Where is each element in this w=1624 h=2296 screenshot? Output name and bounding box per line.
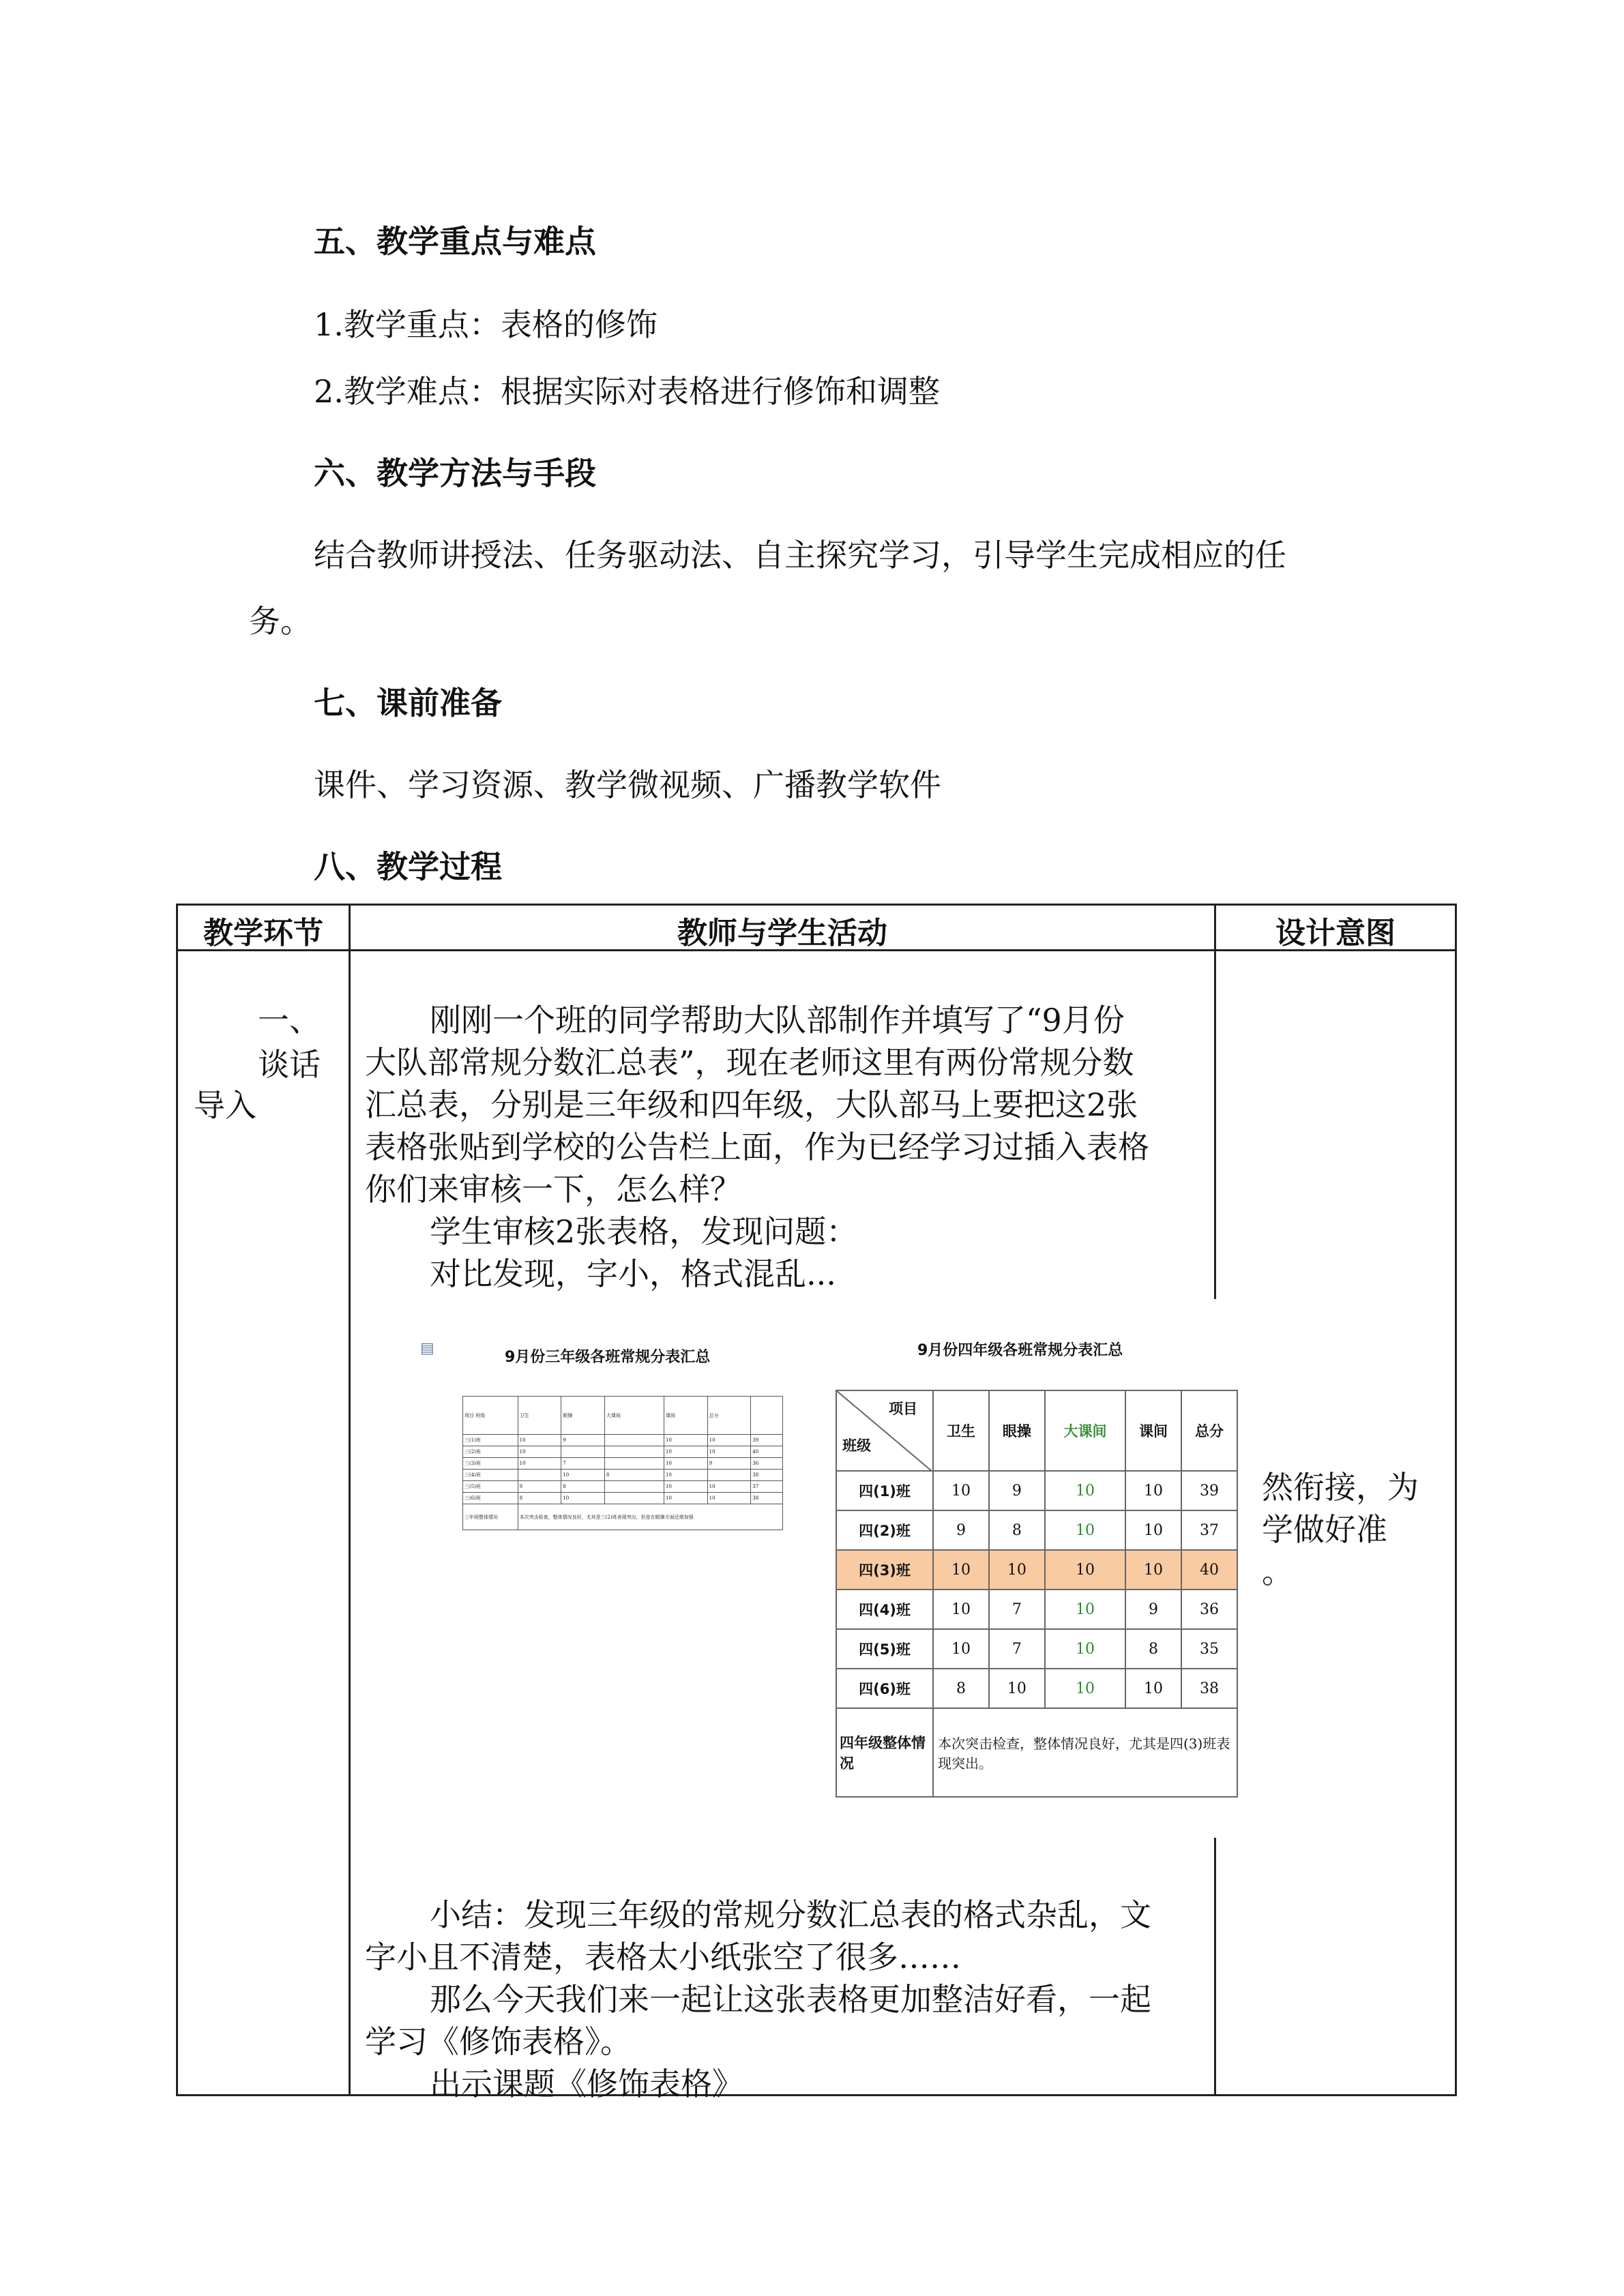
grade3-cell: 三(6)班: [463, 1493, 518, 1504]
grade3-col: 大课间: [604, 1397, 664, 1435]
section-5-item-1: 1.教学重点：表格的修饰: [314, 306, 658, 343]
grade3-cell: 三(1)班: [463, 1435, 518, 1446]
grade4-cell: 10: [1045, 1510, 1125, 1550]
section-6-paragraph-line-2: 务。: [249, 603, 312, 640]
grade4-cell: 10: [933, 1471, 989, 1510]
grade4-row: [836, 1510, 1237, 1550]
grade4-col-header: 眼操: [989, 1390, 1045, 1471]
grade3-cell: 10: [518, 1446, 561, 1458]
grade4-footer-text: 本次突击检查，整体情况良好，尤其是四(3)班表现突出。: [933, 1708, 1237, 1797]
grade4-corner-bottom: 班级: [842, 1437, 871, 1454]
grade3-cell: 9: [561, 1435, 605, 1446]
table-border-top: [176, 904, 1457, 906]
grade4-row: [836, 1629, 1237, 1669]
grade4-row-label: 四(5)班: [836, 1629, 933, 1669]
grade4-cell: 10: [1125, 1550, 1181, 1590]
intent-line-1: 然衔接，为: [1262, 1469, 1419, 1506]
grade3-cell: 8: [518, 1493, 561, 1504]
grade4-cell: 9: [989, 1471, 1045, 1510]
table-border-bottom: [176, 2094, 1457, 2096]
activity-line-5: 你们来审核一下，怎么样？: [365, 1171, 741, 1208]
grade4-row-label: 四(3)班: [836, 1550, 933, 1590]
activity-line-1: 刚刚一个班的同学帮助大队部制作并填写了“9月份: [430, 1002, 1125, 1039]
activity-line-3: 汇总表，分别是三年级和四年级，大队部马上要把这2张: [365, 1086, 1138, 1123]
grade3-cell: [518, 1470, 561, 1481]
grade4-table-image: [805, 1299, 1248, 1838]
grade3-cell: 38: [751, 1493, 783, 1504]
grade3-cell: 10: [707, 1446, 751, 1458]
table-border-right: [1455, 904, 1457, 2096]
grade4-cell: 39: [1181, 1471, 1237, 1510]
grade3-cell: 37: [751, 1481, 783, 1493]
grade4-cell: 37: [1181, 1510, 1237, 1550]
grade4-cell: 10: [1125, 1669, 1181, 1708]
grade4-cell: 7: [989, 1590, 1045, 1629]
grade4-col-header: 课间: [1125, 1390, 1181, 1471]
grade3-cell: 10: [561, 1493, 605, 1504]
summary-line-4: 学习《修饰表格》。: [365, 2023, 632, 2060]
grade3-cell: 10: [707, 1435, 751, 1446]
grade3-table-image: [409, 1320, 791, 1545]
grade4-corner-top: 项目: [889, 1401, 917, 1417]
section-8-title: 八、教学过程: [314, 848, 502, 885]
summary-line-2: 字小且不清楚，表格太小纸张空了很多……: [365, 1939, 961, 1976]
grade3-cell: [561, 1446, 605, 1458]
grade4-cell: 9: [933, 1510, 989, 1550]
grade3-cell: 10: [664, 1458, 708, 1470]
grade3-footer-label: 三年级整体情况: [463, 1504, 518, 1530]
grade3-cell: 三(3)班: [463, 1458, 518, 1470]
grade3-cell: 10: [707, 1481, 751, 1493]
grade4-cell: 8: [989, 1510, 1045, 1550]
grade4-row: [836, 1471, 1237, 1510]
activity-line-7: 对比发现，字小，格式混乱...: [430, 1255, 836, 1292]
grade3-cell: [604, 1493, 664, 1504]
grade3-title: 9月份三年级各班常规分表汇总: [505, 1349, 711, 1366]
grade3-cell: 三(5)班: [463, 1481, 518, 1493]
grade4-corner-cell: [836, 1390, 933, 1471]
grade3-col: 卫生: [518, 1397, 561, 1435]
grade3-cell: 10: [518, 1458, 561, 1470]
grade4-cell: 8: [933, 1669, 989, 1708]
grade3-cell: 10: [561, 1470, 605, 1481]
grade3-corner: 项目 班级: [463, 1397, 518, 1435]
grade4-row-label: 四(6)班: [836, 1669, 933, 1708]
grade4-cell: 10: [1045, 1471, 1125, 1510]
grade4-cell: 10: [989, 1550, 1045, 1590]
grade4-cell: 10: [1045, 1550, 1125, 1590]
grade3-cell: 7: [561, 1458, 605, 1470]
grade4-cell: 36: [1181, 1590, 1237, 1629]
activity-line-4: 表格张贴到学校的公告栏上面，作为已经学习过插入表格: [365, 1129, 1149, 1165]
summary-line-1: 小结：发现三年级的常规分数汇总表的格式杂乱，文: [430, 1896, 1151, 1933]
grade3-cell: [604, 1435, 664, 1446]
stage-label-line-3: 导入: [194, 1087, 256, 1124]
grade4-cell: 40: [1181, 1550, 1237, 1590]
section-5-item-2: 2.教学难点：根据实际对表格进行修饰和调整: [314, 373, 940, 410]
grade3-cell: 10: [664, 1470, 708, 1481]
grade4-col-header: 大课间: [1045, 1390, 1125, 1471]
grade4-corner-diagonal: [837, 1391, 932, 1472]
activity-line-6: 学生审核2张表格，发现问题：: [430, 1213, 858, 1250]
grade4-cell: 10: [1125, 1510, 1181, 1550]
summary-line-5: 出示课题《修饰表格》: [430, 2066, 743, 2102]
grade3-cell: 三(2)班: [463, 1446, 518, 1458]
grade3-cell: 8: [561, 1481, 605, 1493]
grade3-cell: 三(4)班: [463, 1470, 518, 1481]
grade3-col: 眼操: [561, 1397, 605, 1435]
stage-label-line-2: 谈话: [258, 1046, 321, 1083]
grade4-cell: 7: [989, 1629, 1045, 1669]
grade3-cell: 10: [664, 1446, 708, 1458]
grade4-cell: 10: [1045, 1629, 1125, 1669]
grade4-title: 9月份四年级各班常规分表汇总: [917, 1342, 1123, 1359]
grade3-footer-text: 本次突击检查，整体情况良好，尤其是三(2)班表现突出，但是在眼操方面还需加强: [518, 1504, 782, 1530]
grade4-cell: 10: [1045, 1590, 1125, 1629]
grade3-cell: 38: [751, 1470, 783, 1481]
grade3-col: 总分: [707, 1397, 751, 1435]
grade3-cell: 10: [664, 1435, 708, 1446]
grade4-cell: 38: [1181, 1669, 1237, 1708]
grade4-col-header: 卫生: [933, 1390, 989, 1471]
grade3-cell: 36: [751, 1458, 783, 1470]
grade3-cell: 10: [664, 1481, 708, 1493]
grade4-cell: 35: [1181, 1629, 1237, 1669]
grade3-cell: 9: [707, 1458, 751, 1470]
document-icon: ▤: [420, 1340, 434, 1357]
grade3-cell: 10: [664, 1493, 708, 1504]
grade4-cell: 10: [989, 1669, 1045, 1708]
header-intent: 设计意图: [1275, 916, 1396, 951]
grade4-row: [836, 1669, 1237, 1708]
grade4-cell: 8: [1125, 1629, 1181, 1669]
section-6-title: 六、教学方法与手段: [314, 455, 596, 492]
activity-line-2: 大队部常规分数汇总表”，现在老师这里有两份常规分数: [365, 1044, 1134, 1081]
grade3-cell: [604, 1481, 664, 1493]
grade4-cell: 10: [933, 1550, 989, 1590]
grade3-cell: [604, 1446, 664, 1458]
grade4-cell: 10: [1125, 1471, 1181, 1510]
grade4-row-label: 四(1)班: [836, 1471, 933, 1510]
grade3-cell: [707, 1470, 751, 1481]
grade3-cell: [604, 1458, 664, 1470]
grade4-footer-label: 四年级整体情况: [836, 1708, 933, 1797]
grade4-cell: 10: [1045, 1669, 1125, 1708]
intent-line-3: 。: [1262, 1553, 1293, 1590]
grade4-row-label: 四(2)班: [836, 1510, 933, 1550]
grade3-table: [462, 1396, 783, 1530]
grade4-row: [836, 1590, 1237, 1629]
grade4-col-header: 总分: [1181, 1390, 1237, 1471]
grade3-col: 课间: [664, 1397, 708, 1435]
section-7-title: 七、课前准备: [314, 685, 502, 721]
section-6-paragraph-line-1: 结合教师讲授法、任务驱动法、自主探究学习，引导学生完成相应的任: [314, 537, 1286, 573]
grade4-cell: 10: [933, 1590, 989, 1629]
grade4-table: [836, 1390, 1238, 1798]
grade3-cell: 40: [751, 1446, 783, 1458]
grade4-cell: 9: [1125, 1590, 1181, 1629]
grade3-cell: 39: [751, 1435, 783, 1446]
table-border-left: [176, 904, 178, 2096]
intent-line-2: 学做好准: [1262, 1511, 1387, 1548]
grade3-cell: 8: [604, 1470, 664, 1481]
section-7-paragraph: 课件、学习资源、教学微视频、广播教学软件: [314, 766, 941, 803]
grade4-row-highlighted: [836, 1550, 1237, 1590]
grade3-cell: 9: [518, 1481, 561, 1493]
stage-label-line-1: 一、: [258, 1002, 321, 1039]
section-5-title: 五、教学重点与难点: [314, 223, 596, 260]
summary-line-3: 那么今天我们来一起让这张表格更加整洁好看，一起: [430, 1981, 1151, 2018]
grade4-cell: 10: [933, 1629, 989, 1669]
grade4-row-label: 四(4)班: [836, 1590, 933, 1629]
grade3-cell: 10: [707, 1493, 751, 1504]
header-stage: 教学环节: [203, 916, 323, 951]
grade3-cell: 10: [518, 1435, 561, 1446]
table-column-divider-1: [349, 904, 351, 2096]
header-activity: 教师与学生活动: [677, 916, 887, 951]
